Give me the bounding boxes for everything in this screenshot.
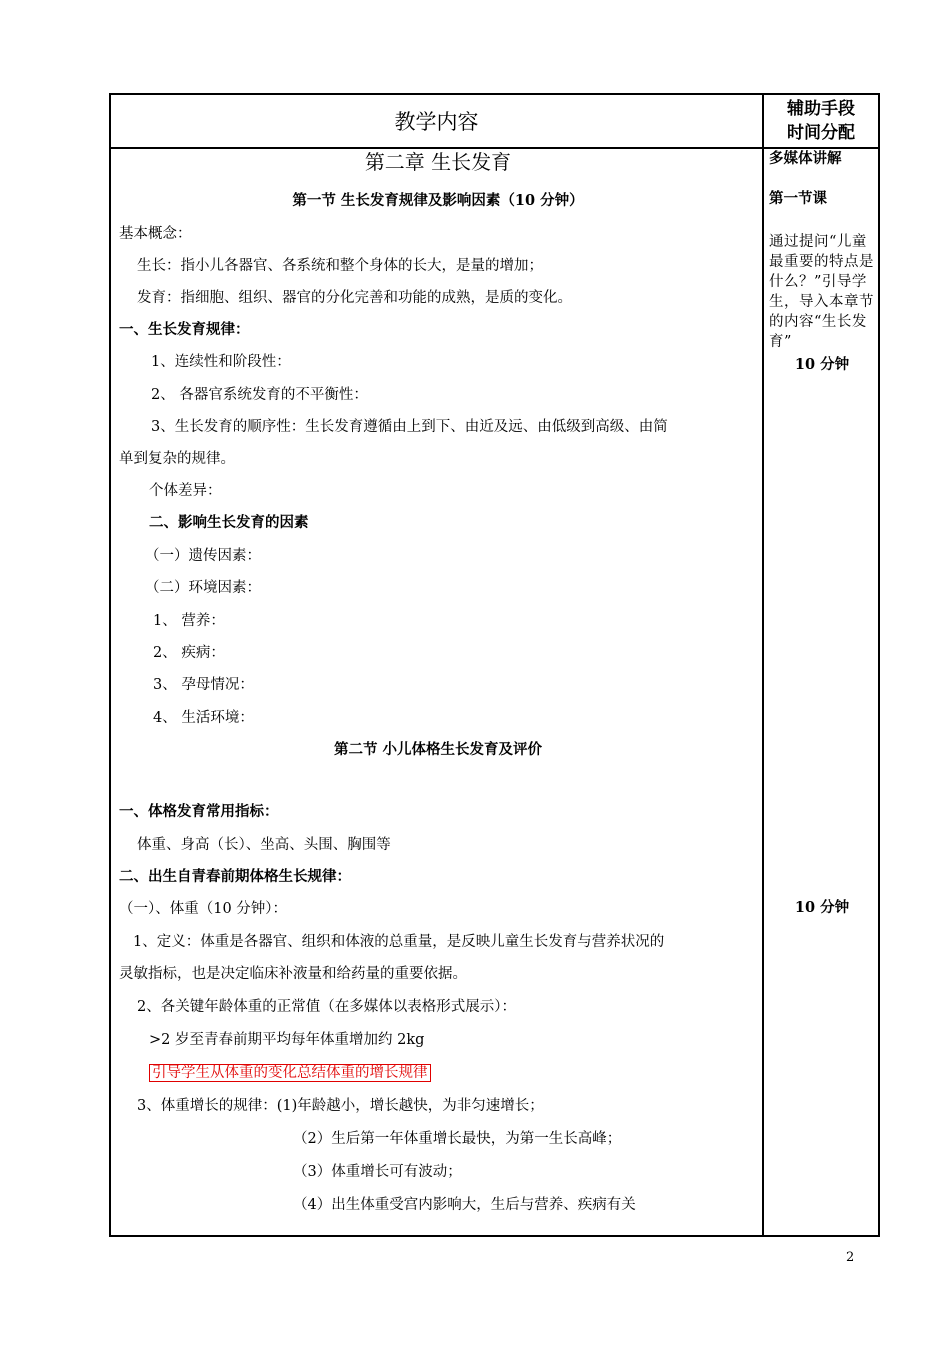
weight-gain-note: >2 岁至青春前期平均每年体重增加约 2kg <box>149 1032 425 1048</box>
guide-note-box <box>149 1063 431 1083</box>
time-allocation-1: 10 分钟 <box>794 356 850 373</box>
indicators-list: 体重、身高（长）、坐高、头围、胸围等 <box>137 837 391 853</box>
weight-definition-cont: 灵敏指标，也是决定临床补液量和给药量的重要依据。 <box>119 966 467 982</box>
env-item-disease: 2、 疾病： <box>153 645 225 661</box>
time-allocation-2: 10 分钟 <box>794 899 850 916</box>
chapter-title: 第二章 生长发育 <box>364 150 512 174</box>
multimedia-label: 多媒体讲解 <box>769 150 842 167</box>
lesson-plan-table <box>109 93 880 1237</box>
teaching-note: 通过提问“儿童最重要的特点是什么？”引导学生，导入本章节的内容“生长发育” <box>769 234 874 350</box>
factor-environment: （二）环境因素： <box>145 580 261 596</box>
env-item-maternal: 3、 孕母情况： <box>153 677 254 693</box>
section1-title: 第一节 生长发育规律及影响因素（10 分钟） <box>292 192 584 209</box>
aid-header-line2: 时间分配 <box>787 123 855 143</box>
aid-header-line1: 辅助手段 <box>787 99 855 119</box>
development-definition: 发育：指细胞、组织、器官的分化完善和功能的成熟，是质的变化。 <box>137 290 572 306</box>
weight-rule-1: 3、体重增长的规律：(1)年龄越小，增长越快，为非匀速增长； <box>137 1098 544 1114</box>
guide-note-text: 引导学生从体重的变化总结体重的增长规律 <box>149 1064 431 1082</box>
weight-normal-values: 2、各关键年龄体重的正常值（在多媒体以表格形式展示）： <box>137 999 516 1015</box>
content-column-header: 教学内容 <box>394 110 479 134</box>
rule-item-3: 3、生长发育的顺序性：生长发育遵循由上到下、由近及远、由低级到高级、由简 <box>151 419 668 435</box>
rule-item-3-cont: 单到复杂的规律。 <box>119 451 235 467</box>
column-divider <box>762 95 764 1235</box>
weight-rule-4: （4）出生体重受宫内影响大，生后与营养、疾病有关 <box>293 1197 636 1213</box>
growth-definition: 生长：指小儿各器官、各系统和整个身体的长大，是量的增加； <box>137 258 543 274</box>
weight-rule-2: （2）生后第一年体重增长最快，为第一生长高峰； <box>293 1131 622 1147</box>
page-number: 2 <box>846 1250 855 1265</box>
indicators-heading: 一、体格发育常用指标： <box>119 803 279 820</box>
basic-concepts: 基本概念： <box>119 226 192 242</box>
env-item-nutrition: 1、 营养： <box>153 613 225 629</box>
individual-difference: 个体差异： <box>149 483 222 499</box>
section2-title: 第二节 小儿体格生长发育及评价 <box>333 741 543 758</box>
growth-rule-heading: 二、出生自青春前期体格生长规律： <box>119 868 351 885</box>
rule-item-1: 1、连续性和阶段性： <box>151 354 291 370</box>
rule-heading: 一、生长发育规律： <box>119 321 250 338</box>
weight-definition: 1、定义：体重是各器官、组织和体液的总重量，是反映儿童生长发育与营养状况的 <box>133 934 665 950</box>
factor-genetic: （一）遗传因素： <box>145 548 261 564</box>
aid-column-header <box>764 95 878 147</box>
weight-rule-3: （3）体重增长可有波动； <box>293 1164 462 1180</box>
rule-item-2: 2、 各器官系统发育的不平衡性： <box>151 387 368 403</box>
env-item-living: 4、 生活环境： <box>153 710 254 726</box>
factors-heading: 二、影响生长发育的因素 <box>149 514 309 531</box>
weight-heading: （一）、体重（10 分钟）： <box>119 901 288 917</box>
lesson-label: 第一节课 <box>769 190 827 207</box>
